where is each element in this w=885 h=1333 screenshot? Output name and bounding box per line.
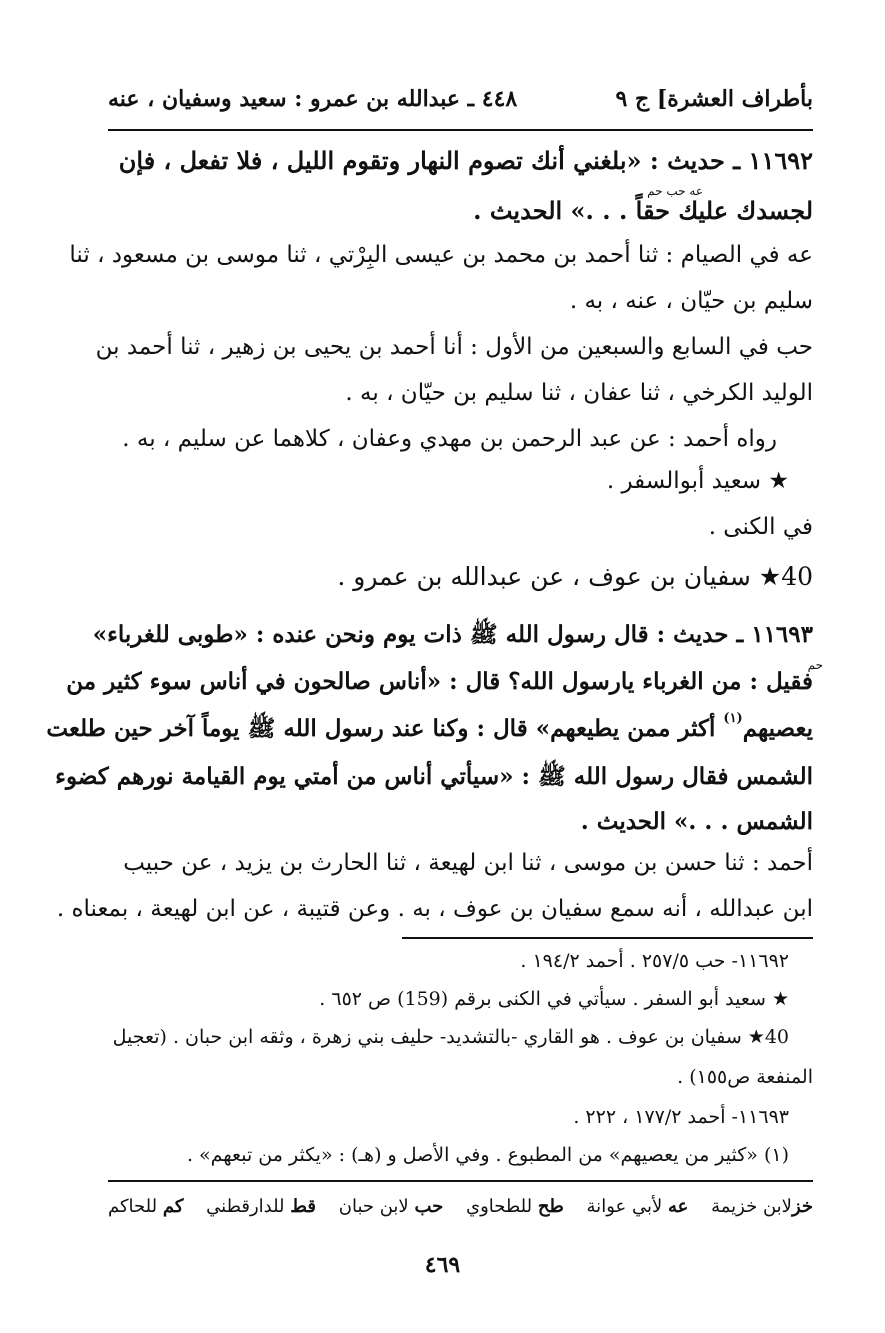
footnote-sufyan-line-1: 40★ سفيان بن عوف . هو القاري -بالتشديد- حليف بني زهرة ، وثقه ابن حبان . (تعجيل bbox=[112, 1026, 789, 1048]
hadith-11693-isnad-line-1: أحمد : ثنا حسن بن موسى ، ثنا ابن لهيعة ، ثنا الحارث بن يزيد ، عن حبيب bbox=[123, 850, 813, 876]
hadith-11692-abu-awana-line-2: سليم بن حيّان ، عنه ، به . bbox=[569, 288, 813, 314]
entry-40-heading: 40★ سفيان بن عوف ، عن عبدالله بن عمرو . bbox=[337, 562, 813, 591]
footnote-said: ★ سعيد أبو السفر . سيأتي في الكنى برقم (159) ص ٦٥٢ . bbox=[319, 988, 789, 1010]
hadith-11692-text-line-1: ١١٦٩٢ ـ حديث : «بلغني أنك تصوم النهار وتقوم الليل ، فلا تفعل ، فإن bbox=[118, 146, 813, 175]
running-head-section: ٤٤٨ ـ عبدالله بن عمرو : سعيد وسفيان ، عنه bbox=[108, 86, 518, 112]
hadith-11692-text-line-2: لجسدك عليك حقاً . . .» الحديث . bbox=[473, 196, 813, 225]
hadith-11693-sigla: حم bbox=[807, 658, 823, 672]
abbr-ibn-khuzayma: خزلابن خزيمة bbox=[711, 1196, 813, 1217]
hadith-11692-ahmad-line: رواه أحمد : عن عبد الرحمن بن مهدي وعفان ، كلاهما عن سليم ، به . bbox=[122, 426, 777, 452]
hadith-11693-isnad-line-2: ابن عبدالله ، أنه سمع سفيان بن عوف ، به . وعن قتيبة ، عن ابن لهيعة ، بمعناه . bbox=[56, 896, 813, 922]
running-head bbox=[108, 82, 813, 122]
abbr-abu-awana: عه لأبي عوانة bbox=[586, 1196, 689, 1217]
running-head-book-title: بأطراف العشرة] ج ٩ bbox=[615, 86, 813, 112]
abbr-daraqutni: قط للدارقطني bbox=[206, 1196, 316, 1217]
star-entry-said: ★ سعيد أبوالسفر . bbox=[606, 468, 789, 494]
abbr-hakim: كم للحاكم bbox=[108, 1196, 184, 1217]
hadith-11693-text-line-2: فقيل : من الغرباء يارسول الله؟ قال : «أناس صالحون في أناس سوء كثير من bbox=[66, 668, 813, 695]
footnote-11692: ١١٦٩٢- حب ٢٥٧/٥ . أحمد ١٩٤/٢ . bbox=[520, 950, 789, 972]
footnote-separator bbox=[402, 937, 813, 939]
hadith-11692-abu-awana-line-1: عه في الصيام : ثنا أحمد بن محمد بن عيسى البِرْتي ، ثنا موسى بن مسعود ، ثنا bbox=[69, 242, 813, 268]
hadith-11693-text-line-3-rest: أكثر ممن يطيعهم» قال : وكنا عند رسول الله ﷺ يوماً آخر حين طلعت bbox=[46, 715, 724, 742]
footnote-marker-1: (١) bbox=[723, 711, 743, 726]
abbreviations-key bbox=[108, 1196, 813, 1217]
kuna-reference: في الكنى . bbox=[708, 514, 813, 540]
footnote-11693: ١١٦٩٣- أحمد ١٧٧/٢ ، ٢٢٢ . bbox=[573, 1106, 789, 1128]
hadith-11693-text-line-5: الشمس . . .» الحديث . bbox=[580, 808, 813, 835]
header-rule bbox=[108, 129, 813, 131]
hadith-11693-text-line-3 bbox=[46, 711, 813, 748]
hadith-11693-text-line-3-start: يعصيهم bbox=[742, 715, 813, 742]
hadith-11693-text-line-4: الشمس فقال رسول الله ﷺ : «سيأتي أناس من أمتي يوم القيامة نورهم كضوء bbox=[55, 763, 813, 790]
abbr-tahawi: طح للطحاوي bbox=[466, 1196, 564, 1217]
footnote-sufyan-line-2: المنفعة ص١٥٥) . bbox=[677, 1066, 813, 1088]
hadith-11693-text-line-1: ١١٦٩٣ ـ حديث : قال رسول الله ﷺ ذات يوم ونحن عنده : «طوبى للغرباء» bbox=[92, 621, 813, 648]
page-number: ٤٦٩ bbox=[424, 1252, 461, 1278]
hadith-11692-sigla: عه حب حم bbox=[647, 184, 703, 198]
hadith-11692-ibn-hibban-line-2: الوليد الكرخي ، ثنا عفان ، ثنا سليم بن حيّان ، به . bbox=[345, 380, 813, 406]
abbreviations-rule bbox=[108, 1180, 813, 1182]
hadith-11692-ibn-hibban-line-1: حب في السابع والسبعين من الأول : أنا أحمد بن يحيى بن زهير ، ثنا أحمد بن bbox=[95, 334, 813, 360]
abbr-ibn-hibban: حب لابن حبان bbox=[338, 1196, 444, 1217]
footnote-1: (١) «كثير من يعصيهم» من المطبوع . وفي الأصل و (هـ) : «يكثر من تبعهم» . bbox=[186, 1144, 789, 1166]
